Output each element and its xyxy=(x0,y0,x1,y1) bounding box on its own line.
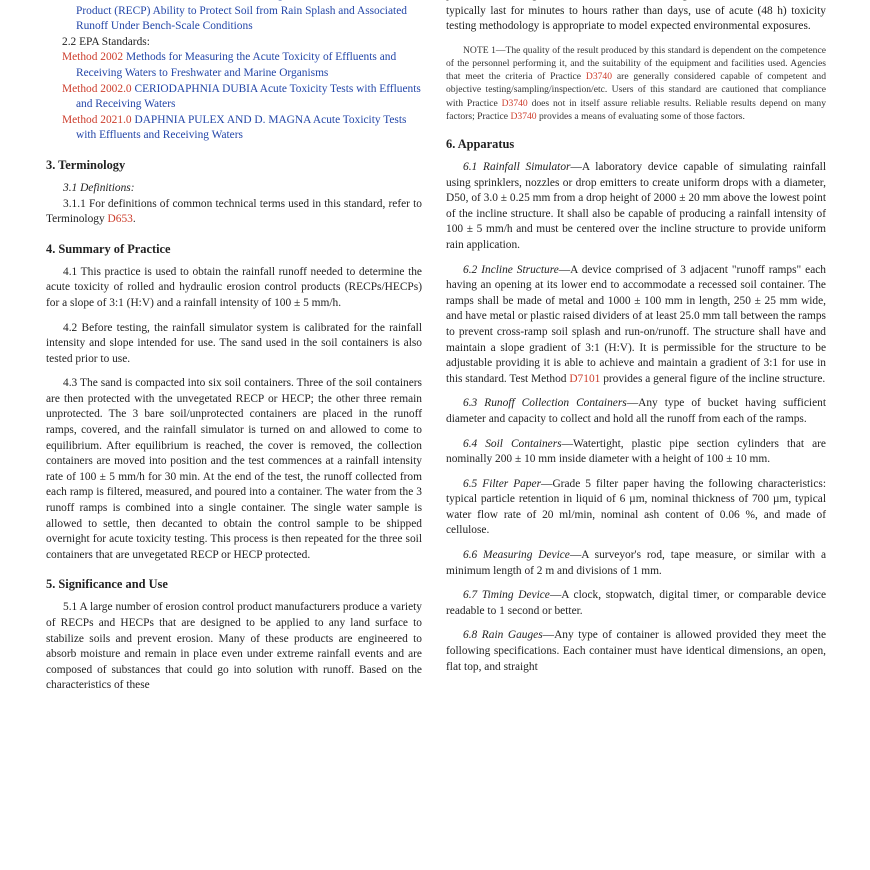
section-heading-terminology: 3. Terminology xyxy=(46,157,126,172)
reference-title[interactable]: Methods for Measuring the Acute Toxicity of Effluents and Receiving Waters to Freshwater and Marine Organisms xyxy=(76,51,397,79)
reference-method-2021-0 xyxy=(46,113,422,144)
reference-method-2002 xyxy=(46,50,422,81)
reference-method-2002-0 xyxy=(46,82,422,113)
reference-epa-heading xyxy=(46,35,422,51)
paragraph-3-1-1: 3.1.1 For definitions of common technical terms used in this standard, refer to Terminology D653. xyxy=(46,197,422,226)
reference-title[interactable]: DAPHNIA PULEX AND D. MAGNA Acute Toxicity Tests with Effluents and Receiving Waters xyxy=(76,113,407,142)
reference-title[interactable]: Product (RECP) Ability to Protect Soil from Rain Splash and Associated Runoff Under Bench-Scale Conditions xyxy=(76,4,407,33)
paragraph-6-7: 6.7 Timing Device—A clock, stopwatch, digital timer, or comparable device readable to 1 second or better. xyxy=(446,589,826,617)
section-heading-apparatus: 6. Apparatus xyxy=(446,137,515,151)
reference-code[interactable]: Method 2002.0 xyxy=(62,82,132,95)
paragraph-continued: typically last for minutes to hours rather than days, use of acute (48 h) toxicity testing methodology is appropriate to model expected environmental exposures. xyxy=(446,4,826,33)
paragraph-6-1: 6.1 Rainfall Simulator—A laboratory device capable of simulating rainfall using sprinklers, nozzles or drop emitters to create uniform drops with a diameter, D50, of 3.0 ± 0.25 mm from a drop height of 2000 ± 20 mm above the lowest point of the incline structure. It shall also be capable of producing a rainfall intensity of 100 ± 5 mm/h and must be centered over the incline structure to provide uniform rain application. xyxy=(446,161,826,251)
link-d653[interactable]: D653 xyxy=(107,213,133,226)
section-heading-summary: 4. Summary of Practice xyxy=(46,241,171,256)
paragraph-6-3: 6.3 Runoff Collection Containers—Any type of bucket having sufficient diameter and capacity to collect and hold all the runoff from each of the ramps. xyxy=(446,397,826,425)
paragraph-6-8: 6.8 Rain Gauges—Any type of container is allowed provided they meet the following specifications. Each container must have identical dimensions, an open, flat top, and straight xyxy=(446,629,826,673)
reference-d7101 xyxy=(46,0,422,35)
paragraph-6-5: 6.5 Filter Paper—Grade 5 filter paper having the following characteristics: typical particle retention in liquid of 6 µm, nominal thickness of 700 µm, typical water flow rate of 20 ml/min, nominal ash content of 0.06 %, and made of cellulose. xyxy=(446,477,826,537)
section-heading-significance: 5. Significance and Use xyxy=(46,577,168,592)
right-column xyxy=(446,0,826,684)
reference-title[interactable]: CERIODAPHNIA DUBIA Acute Toxicity Tests with Effluents and Receiving Waters xyxy=(76,82,421,111)
link-d3740[interactable]: D3740 xyxy=(510,110,537,122)
paragraph-4-1: 4.1 This practice is used to obtain the rainfall runoff needed to determine the acute toxicity of rolled and hydraulic erosion control products (RECPs/HECPs) for a slope of 3:1 (H:V) and a rainfall intensity of 100 ± 5 mm/h. xyxy=(46,265,422,309)
paragraph-4-2: 4.2 Before testing, the rainfall simulator system is calibrated for the rainfall intensity and slope intended for use. The sand used in the soil containers is also tested prior to use. xyxy=(46,321,422,365)
paragraph-3-1: 3.1 Definitions: xyxy=(63,181,135,194)
reference-heading-text: 2.2 EPA Standards: xyxy=(62,35,150,48)
paragraph-4-3: 4.3 The sand is compacted into six soil containers. Three of the soil containers are then protected with the unvegetated RECP or HECP; the other three remain unprotected. The 3 bare soil/unprotected containers are placed in the runoff ramps, covered, and the rainfall simulator is turned on and allowed to come to equilibrium. After equilibrium is reached, the cover is removed, the collection containers are moved into position and the test commences at a rainfall intensity rate of 100 ± 5 mm/h for 30 min. At the end of the test, the runoff collected from each ramp is filtered, measured, and poured into a container. The water from the 3 runoff ramps is combined into a single container. The single water sample is allowed to settle, then decanted to obtain the control sample to be shipped overnight for acute toxicity testing. This process is then repeated for the three soil containers that are unvegetated RECP or HECP protected. xyxy=(46,377,422,561)
link-d3740[interactable]: D3740 xyxy=(585,71,613,83)
reference-code[interactable]: Method 2021.0 xyxy=(62,113,132,126)
reference-code[interactable] xyxy=(62,0,93,1)
link-d7101[interactable]: D7101 xyxy=(569,372,601,385)
paragraph-6-6: 6.6 Measuring Device—A surveyor's rod, tape measure, or similar with a minimum length of 2 m and divisions of 1 mm. xyxy=(446,549,826,577)
link-d3740[interactable]: D3740 xyxy=(501,97,528,109)
paragraph-6-2: 6.2 Incline Structure—A device comprised of 3 adjacent "runoff ramps" each having an opening at its lower end to accommodate a recessed soil container. The ramps shall be made of metal and 1000 ± 100 mm in length, 250 ± 25 mm wide, and have metal or plastic raised dividers of at least 25.0 mm tall between the ramps to prevent cross-ramp soil splash and run-on/runoff. The structure shall have and maintain a slope gradient of 3:1 (H:V). It is permissible for the structure to be adjustable providing it is able to achieve and maintain a gradient of 3:1 for use in this standard. Test Method D7101 provides a general figure of the incline structure. xyxy=(446,263,827,385)
reference-code[interactable]: Method 2002 xyxy=(62,51,124,64)
paragraph-5-1: 5.1 A large number of erosion control product manufacturers produce a variety of RECPs and HECPs that are designed to be applied to any land surface to stabilize soils and prevent erosion. Many of these products are engineered to absorb moisture and remain in place even under extreme rainfall events and are composed of substances that could go into solution with runoff. Based on the characteristics of these xyxy=(46,601,422,692)
left-column xyxy=(46,0,422,703)
paragraph-6-4: 6.4 Soil Containers—Watertight, plastic pipe section cylinders that are nominally 200 ± 10 mm inside diameter with a height of 100 ± 10 mm. xyxy=(446,437,826,466)
note-1: NOTE 1—The quality of the result produced by this standard is dependent on the competence of the personnel performing it, and the suitability of the equipment and facilities used. Agencies that meet the criteria of Practice D3740 are generally considered capable of competent and objective testing/sampling/inspection/etc. Users of this standard are cautioned that compliance with Practice D3740 does not in itself assure reliable results. Reliable results depend on many factors; Practice D3740 provides a means of evaluating some of those factors. xyxy=(446,44,827,122)
